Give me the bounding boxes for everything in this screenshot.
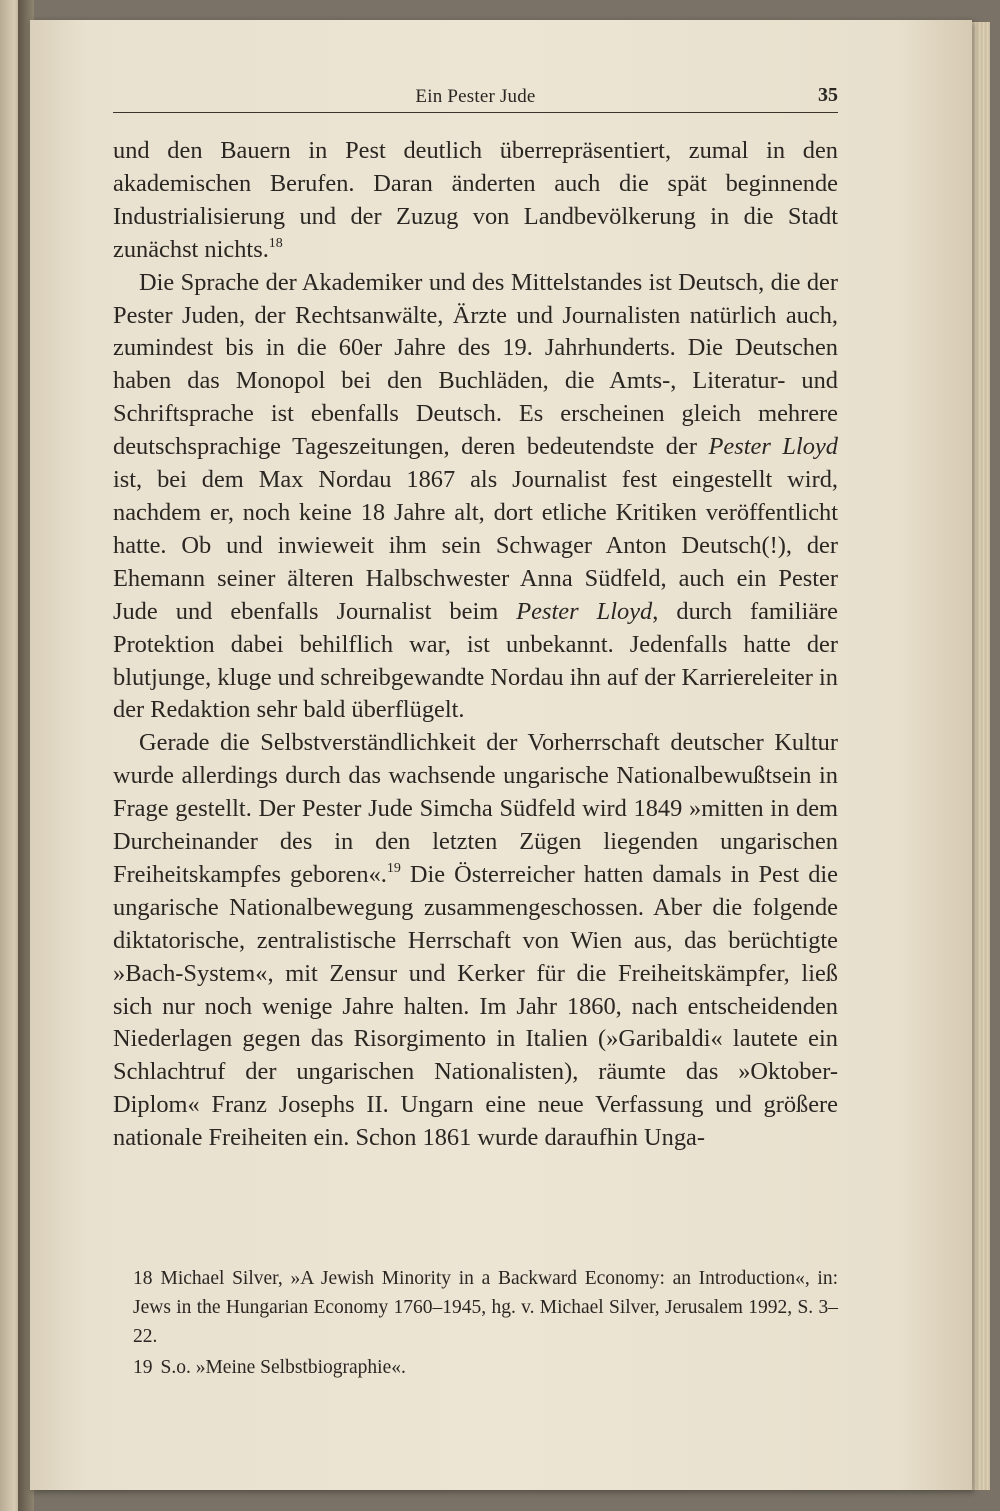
footnote-reference: 19	[386, 860, 401, 876]
text-segment: Die Sprache der Akademiker und des Mittelstandes ist Deutsch, die der Pester Juden, der Rechtsanwälte, Ärzte und Journalisten natürlich auch, zumindest bis in die 60er Jahre des 19. Jahrhunderts. Die Deutschen haben das Monopol bei den Buchläden, die Amts-, Literatur- und Schriftsprache ist ebenfalls Deutsch. Es erscheinen gleich mehrere deutschsprachige Tageszeitungen, deren bedeutendste der	[113, 268, 838, 461]
footnote-text: Michael Silver, »A Jewish Minority in a Backward Economy: an Introduction«, in: Jews in the Hungarian Economy 1760–1945, hg. v. Michael Silver, Jerusalem 1992, S. 3–22.	[133, 1268, 838, 1347]
italic-title: Pester Lloyd	[708, 433, 838, 461]
running-title: Ein Pester Jude	[415, 86, 536, 107]
footnote	[113, 1353, 838, 1382]
text-segment: und den Bauern in Pest deutlich überrepräsentiert, zumal in den akademischen Berufen. Daran änderten auch die spät beginnende Industrialisierung und der Zuzug von Landbevölkerung in die Stadt zunächst nichts.	[113, 137, 838, 263]
text-segment: Gerade die Selbstverständlichkeit der Vorherrschaft deutscher Kultur wurde allerdings durch das wachsende ungarische Nationalbewußtsein in Frage gestellt. Der Pester Jude Simcha Südfeld wird 1849 »mitten in dem Durcheinander des in den letzten Zügen liegenden ungarischen Freiheitskampfes geboren«.	[113, 729, 838, 888]
paragraph	[113, 267, 838, 728]
footnote-text: S.o. »Meine Selbstbiographie«.	[160, 1357, 406, 1378]
footnote	[113, 1264, 838, 1351]
page-number: 35	[818, 84, 838, 106]
footnotes	[113, 1264, 838, 1384]
italic-title: Pester Lloyd	[516, 597, 653, 625]
text-segment: ist, bei dem Max Nordau 1867 als Journalist fest eingestellt wird, nachdem er, noch keine 18 Jahre alt, dort etliche Kritiken veröffentlicht hatte. Ob und inwieweit ihm sein Schwager Anton Deutsch(!), der Ehemann seiner älteren Halbschwester Anna Südfeld, auch ein Pester Jude und ebenfalls Journalist beim	[113, 466, 838, 625]
footnote-number: 19	[133, 1357, 153, 1378]
page-content	[113, 78, 838, 1155]
running-head	[113, 78, 838, 113]
paragraph	[113, 727, 838, 1155]
footnote-reference: 18	[268, 235, 283, 251]
body-text	[113, 135, 838, 1155]
paragraph	[113, 135, 838, 267]
footnote-number: 18	[133, 1268, 153, 1289]
text-segment: Die Österreicher hatten damals in Pest die ungarische Nationalbewegung zusammengeschossen. Aber die folgende diktatorische, zentralistische Herrschaft von Wien aus, das berüchtigte »Bach-System«, mit Zensur und Kerker für die Freiheitskämpfer, ließ sich nur noch wenige Jahre halten. Im Jahr 1860, nach entscheidenden Niederlagen gegen das Risorgimento in Italien (»Garibaldi« lautete ein Schlachtruf der ungarischen Nationalisten), räumte das »Oktober-Diplom« Franz Josephs II. Ungarn eine neue Verfassung und größere nationale Freiheiten ein. Schon 1861 wurde daraufhin Unga-	[113, 860, 838, 1152]
text-segment: , durch familiäre Protektion dabei behilflich war, ist unbekannt. Jedenfalls hatte der blutjunge, kluge und schreibgewandte Nordau ihn auf der Karriereleiter in der Redaktion sehr bald überflügelt.	[113, 597, 839, 724]
